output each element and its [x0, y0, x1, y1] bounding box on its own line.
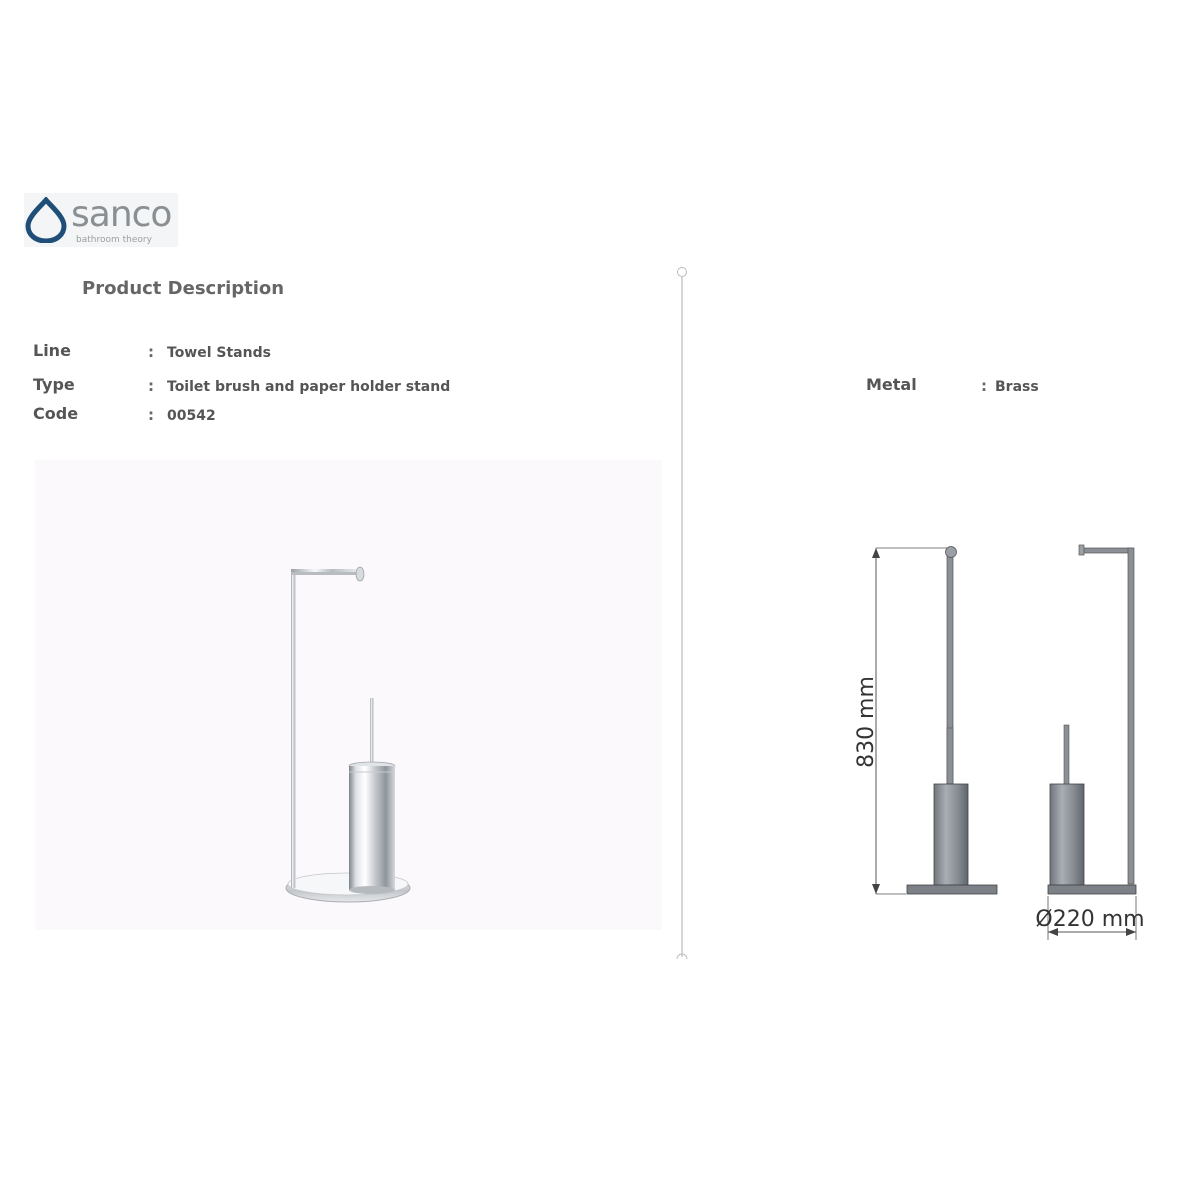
spec-label: Code [33, 404, 79, 423]
height-dimension-label: 830 mm [854, 676, 879, 768]
brand-logo [24, 193, 178, 247]
diameter-dimension-label: Ø220 mm [1035, 907, 1145, 932]
spec-value-metal: Brass [995, 379, 1039, 395]
vertical-divider [672, 265, 692, 965]
spec-label: Type [33, 375, 75, 394]
spec-label: Line [33, 341, 71, 360]
spec-value-line: Towel Stands [167, 345, 271, 361]
product-photo [35, 460, 662, 930]
technical-drawing [700, 460, 1180, 960]
page-title: Product Description [82, 278, 285, 299]
spec-label: Metal [866, 375, 917, 394]
brand-tagline: bathroom theory [76, 235, 152, 245]
spec-separator: : [148, 343, 154, 361]
spec-row-metal [866, 375, 917, 395]
water-drop-icon [24, 197, 68, 243]
spec-row-line [33, 341, 71, 361]
spec-value-type: Toilet brush and paper holder stand [167, 379, 451, 395]
spec-separator: : [148, 377, 154, 395]
brand-name: sanco [71, 194, 172, 235]
spec-separator: : [148, 406, 154, 424]
spec-value-code: 00542 [167, 408, 216, 424]
side-view [872, 547, 997, 895]
spec-separator: : [981, 377, 987, 395]
spec-row-code [33, 404, 78, 424]
front-view [1048, 545, 1136, 940]
spec-row-type [33, 375, 75, 395]
toilet-stand-photo [35, 460, 662, 930]
